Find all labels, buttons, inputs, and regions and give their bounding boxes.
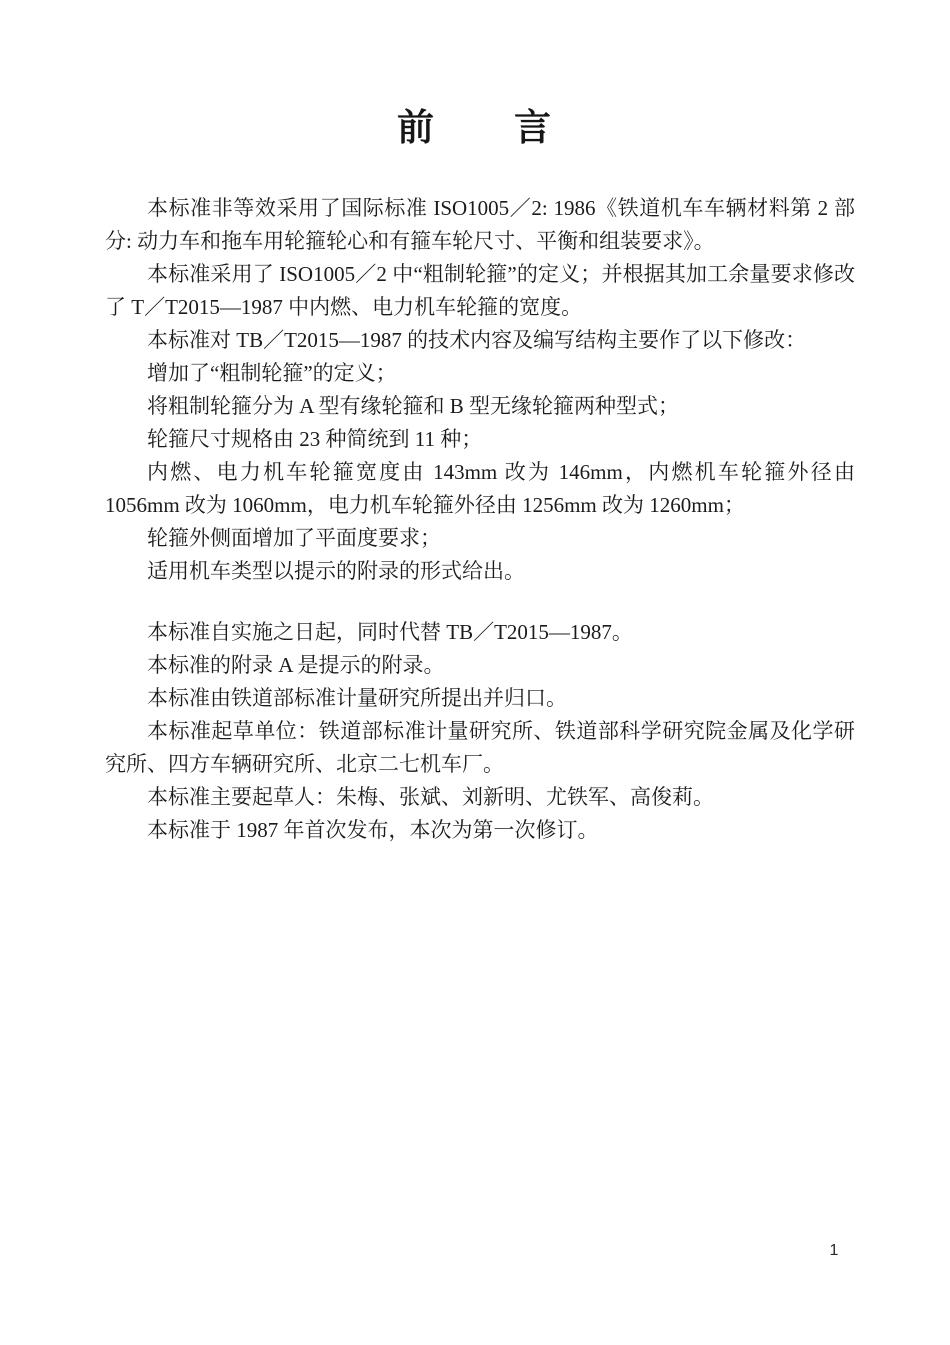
paragraph-change-types: 将粗制轮箍分为 A 型有缘轮箍和 B 型无缘轮箍两种型式； <box>147 394 680 418</box>
paragraph-drafters: 本标准主要起草人：朱梅、张斌、刘新明、尤铁军、高俊莉。 <box>147 785 714 809</box>
paragraph-change-sizes: 轮箍尺寸规格由 23 种简统到 11 种； <box>147 427 483 451</box>
paragraph-replacement: 本标准自实施之日起，同时代替 TB／T2015—1987。 <box>147 620 633 644</box>
paragraph-definition-adoption: 本标准采用了 ISO1005／2 中“粗制轮箍”的定义；并根据其加工余量要求修改了 T／T2015—1987 中内燃、电力机车轮箍的宽度。 <box>105 262 855 319</box>
paragraph-intro-iso-adoption: 本标准非等效采用了国际标准 ISO1005／2: 1986《铁道机车车辆材料第 2 部分: 动力车和拖车用轮箍轮心和有箍车轮尺寸、平衡和组装要求》。 <box>105 196 855 253</box>
paragraph-changes-intro: 本标准对 TB／T2015—1987 的技术内容及编写结构主要作了以下修改： <box>147 328 807 352</box>
foreword-body <box>105 192 855 847</box>
paragraph-change-annex-note: 适用机车类型以提示的附录的形式给出。 <box>147 559 525 583</box>
paragraph-change-dimensions: 内燃、电力机车轮箍宽度由 143mm 改为 146mm，内燃机车轮箍外径由 1056mm 改为 1060mm，电力机车轮箍外径由 1256mm 改为 1260mm； <box>105 460 855 517</box>
page-number: 1 <box>829 1242 839 1259</box>
paragraph-publication-history: 本标准于 1987 年首次发布，本次为第一次修订。 <box>147 818 599 842</box>
paragraph-proposing-body: 本标准由铁道部标准计量研究所提出并归口。 <box>147 686 567 710</box>
paragraph-annex-a: 本标准的附录 A 是提示的附录。 <box>147 653 445 677</box>
paragraph-drafting-organizations: 本标准起草单位：铁道部标准计量研究所、铁道部科学研究院金属及化学研究所、四方车辆研究所、北京二七机车厂。 <box>105 719 855 776</box>
page-title: 前 言 <box>397 108 553 149</box>
paragraph-change-definition: 增加了“粗制轮箍”的定义； <box>147 361 397 385</box>
paragraph-change-flatness: 轮箍外侧面增加了平面度要求； <box>147 526 441 550</box>
